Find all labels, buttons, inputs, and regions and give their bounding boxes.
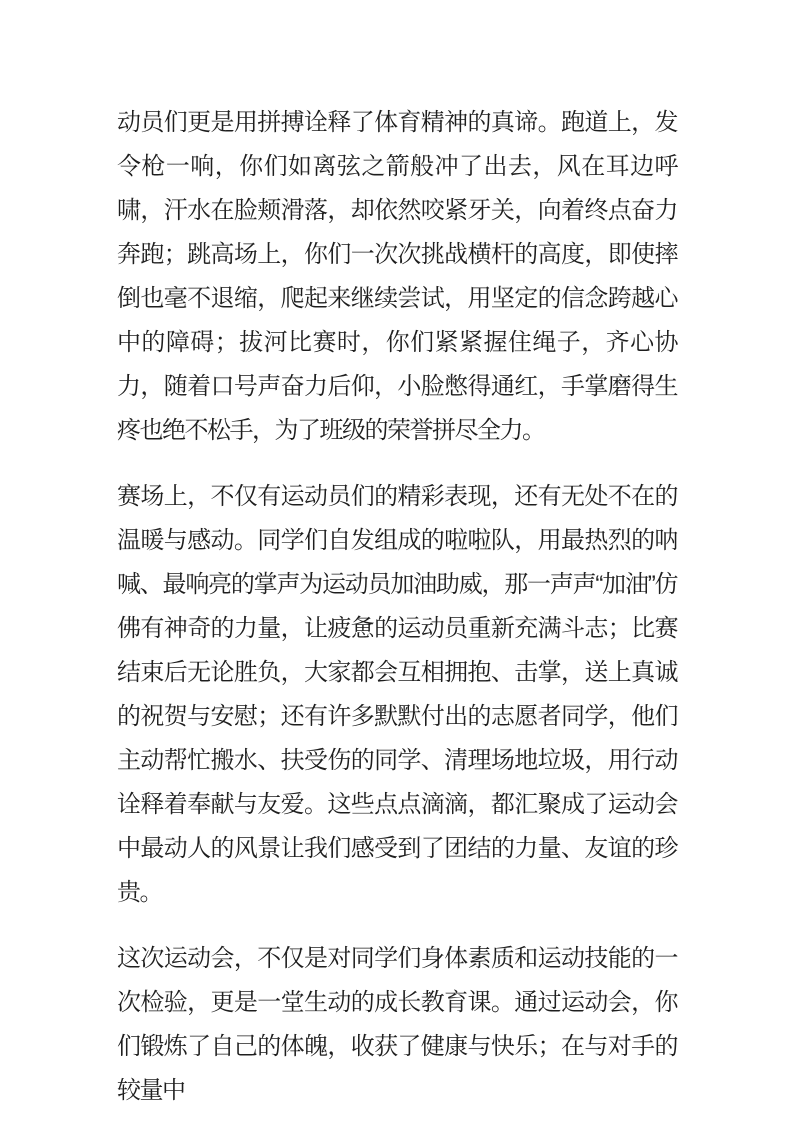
- paragraph-growth-education: 这次运动会，不仅是对同学们身体素质和运动技能的一次检验，更是一堂生动的成长教育课。通过运动会，你们锻炼了自己的体魄，收获了健康与快乐；在与对手的较量中: [117, 945, 677, 1104]
- paragraph-sports-spirit: 动员们更是用拼搏诠释了体育精神的真谛。跑道上，发令枪一响，你们如离弦之箭般冲了出去，风在耳边呼啸，汗水在脸颊滑落，却依然咬紧牙关，向着终点奋力奔跑；跳高场上，你们一次次挑战横杆的高度，即使摔倒也毫不退缩，爬起来继续尝试，用坚定的信念跨越心中的障碍；拔河比赛时，你们紧紧握住绳子，齐心协力，随着口号声奋力后仰，小脸憋得通红，手掌磨得生疼也绝不松手，为了班级的荣誉拼尽全力。: [117, 109, 677, 444]
- paragraph-warmth-and-touching-moments: 赛场上，不仅有运动员们的精彩表现，还有无处不在的温暖与感动。同学们自发组成的啦啦队，用最热烈的呐喊、最响亮的掌声为运动员加油助威，那一声声“加油”仿佛有神奇的力量，让疲惫的运动员重新充满斗志；比赛结束后无论胜负，大家都会互相拥抱、击掌，送上真诚的祝贺与安慰；还有许多默默付出的志愿者同学，他们主动帮忙搬水、扶受伤的同学、清理场地垃圾，用行动诠释着奉献与友爱。这些点点滴滴，都汇聚成了运动会中最动人的风景让我们感受到了团结的力量、友谊的珍贵。: [117, 483, 677, 906]
- text-column: [117, 101, 677, 1113]
